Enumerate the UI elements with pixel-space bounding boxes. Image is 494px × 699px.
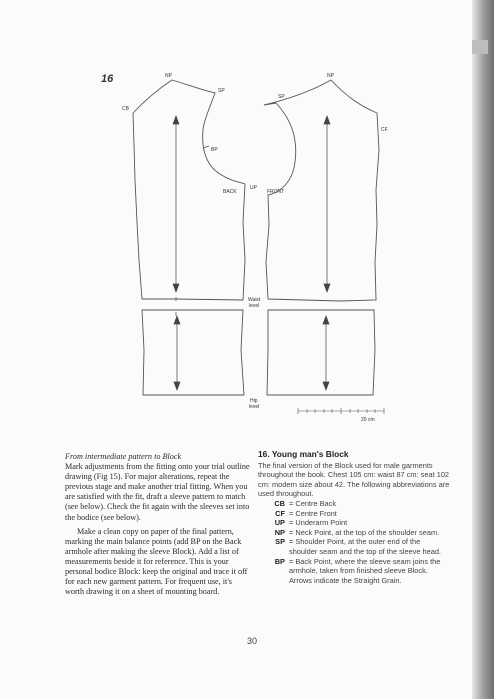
- back-hip-outline: [142, 310, 244, 395]
- abbr-key: CF: [275, 508, 285, 518]
- label-sp-front: SP: [278, 94, 285, 100]
- section-heading-right: 16. Young man's Block: [258, 449, 349, 459]
- label-front: FRONT: [267, 189, 285, 195]
- front-hip-outline: [267, 310, 375, 395]
- label-np-front: NP: [327, 73, 334, 79]
- label-cb: CB: [122, 106, 129, 112]
- abbreviation-row: [266, 557, 450, 586]
- label-waist-1: Waist: [248, 297, 261, 303]
- abbr-key: SP: [275, 537, 285, 547]
- abbr-value: = Centre Front: [289, 508, 337, 518]
- abbreviation-row: [266, 509, 450, 519]
- caption-intro: The final version of the Block used for male garments throughout the book. Chest 105 cm: waist 87 cm: seat 102 cm: modern size about 42. The following abbreviations are used throughout.: [258, 460, 450, 499]
- section-heading-left: From intermediate pattern to Block: [65, 452, 182, 461]
- grain-arrows: [173, 116, 330, 390]
- abbreviation-row: [266, 528, 450, 538]
- label-sp-back: SP: [218, 88, 225, 94]
- left-column: [65, 452, 251, 597]
- figure-number: 16: [101, 73, 114, 85]
- abbr-key: UP: [274, 518, 285, 528]
- bp-notch: [203, 146, 209, 148]
- abbreviation-row: [266, 518, 450, 528]
- abbr-value: = Underarm Point: [289, 518, 348, 528]
- abbr-value: = Shoulder Point, at the outer end of the shoulder seam and the top of the sleeve head.: [289, 537, 442, 556]
- label-back: BACK: [223, 189, 237, 195]
- page-number: 30: [247, 636, 258, 646]
- abbr-key: CB: [274, 498, 285, 508]
- abbr-value: = Back Point, where the sleeve seam joins the armhole, taken from finished sleeve Block. Arrows indicate the Straight Grain.: [289, 556, 441, 585]
- label-hip-2: level: [249, 404, 260, 410]
- abbr-value: = Neck Point, at the top of the shoulder seam.: [289, 527, 440, 537]
- label-np-back: NP: [165, 73, 172, 79]
- label-hip-1: Hip: [250, 398, 258, 404]
- paragraph-1: Mark adjustments from the fitting onto your trial outline drawing (Fig 15). For major alterations, repeat the previous stage and make another trial fitting. When you are satisfied with the fit, draft a sleeve pattern to match (see below). Check the fit again with the sleeves set into the bodice (see below).: [65, 462, 250, 522]
- label-up: UP: [250, 185, 257, 191]
- abbreviation-list: [258, 499, 450, 585]
- abbreviation-row: [266, 499, 450, 509]
- abbr-key: BP: [274, 556, 285, 566]
- label-waist-2: level: [249, 303, 260, 309]
- scale-bar: [298, 408, 384, 414]
- label-bp: BP: [211, 147, 218, 153]
- paragraph-2: Make a clean copy on paper of the final pattern, marking the main balance points (add BP on the Back armhole after making the sleeve Block). Add a list of measurements beside it for reference. This is your personal bodice Block: keep the original and trace it off for each new garment pattern. For frequent use, it's worth drawing it on a sheet of mounting board.: [65, 526, 248, 597]
- scale-label: 20 cm: [361, 417, 375, 423]
- abbr-key: NP: [274, 527, 285, 537]
- right-column: [258, 450, 450, 585]
- abbr-value: = Centre Back: [289, 498, 337, 508]
- abbreviation-row: [266, 537, 450, 556]
- label-cf: CF: [381, 127, 388, 133]
